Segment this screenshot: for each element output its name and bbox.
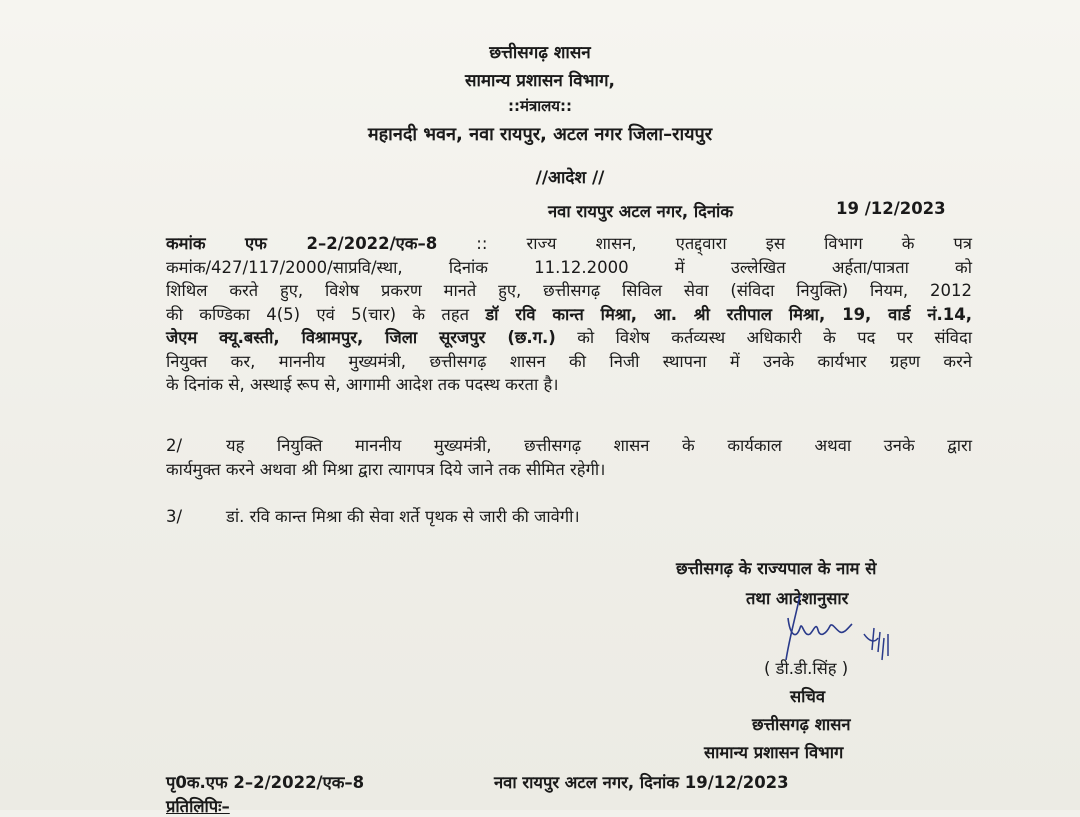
para2-line1: यह नियुक्ति माननीय मुख्यमंत्री, छत्तीसगढ़ शासन के कार्यकाल अथवा उनके द्वारा [226,436,972,455]
para1-line1: :: राज्य शासन, एतद्द्वारा इस विभाग के पत्र [476,234,972,253]
para3-number: 3/ [166,507,183,526]
order-place: नवा रायपुर अटल नगर, दिनांक [548,202,734,221]
paragraph-1 [166,232,972,397]
para1-line6: नियुक्त कर, माननीय मुख्यमंत्री, छत्तीसगढ़ शासन की निजी स्थापना में उनके कार्यभार ग्रहण करने [166,351,972,371]
paragraph-3 [166,505,972,529]
para2-number: 2/ [166,436,183,455]
footer-place-date: नवा रायपुर अटल नगर, दिनांक 19/12/2023 [494,773,789,792]
signoff-line2: तथा आदेशानुसार [746,589,849,608]
footer-copy-label: प्रतिलिपिः– [166,797,230,816]
para1-line2: कमांक/427/117/2000/साप्रवि/स्था, दिनांक 11.12.2000 में उल्लेखित अर्हता/पात्रता को [166,257,972,277]
para1-line4-start: की कण्डिका 4(5) एवं 5(चार) के तहत [166,304,469,324]
para2-line2: कार्यमुक्त करने अथवा श्री मिश्रा द्वारा त्यागपत्र दिये जाने तक सीमित रहेगी। [166,459,606,479]
signoff-org2: सामान्य प्रशासन विभाग [704,743,844,762]
para1-line3: शिथिल करते हुए, विशेष प्रकरण मानते हुए, छत्तीसगढ़ सिविल सेवा (संविदा नियुक्ति) नियम, 2012 [166,281,972,300]
paragraph-2 [166,434,972,481]
header-address: महानदी भवन, नवा रायपुर, अटल नगर जिला–रायपुर [367,124,713,145]
para1-line7: के दिनांक से, अस्थाई रूप से, आगामी आदेश तक पदस्थ करता है। [166,375,559,394]
header-government: छत्तीसगढ़ शासन [489,43,591,63]
header-ministry: ::मंत्रालय:: [508,97,572,115]
header-department: सामान्य प्रशासन विभाग, [465,71,615,91]
footer-reference: पृ0क.एफ 2–2/2022/एक–8 [166,773,365,792]
signoff-org1: छत्तीसगढ़ शासन [752,715,851,734]
signoff-line1: छत्तीसगढ़ के राज्यपाल के नाम से [676,559,877,578]
appointee-name: डॉ रवि कान्त मिश्रा, आ. श्री रतीपाल मिश्रा, 19, वार्ड नं.14, [485,304,972,324]
appointee-address: जेएम क्यू.बस्ती, विश्रामपुर, जिला सूरजपुर (छ.ग.) [166,328,556,347]
order-date: 19 /12/2023 [836,199,946,218]
signatory-name: ( डी.डी.सिंह ) [764,659,849,678]
order-reference-number: कमांक एफ 2–2/2022/एक–8 [166,234,438,253]
para3-text: डां. रवि कान्त मिश्रा की सेवा शर्ते पृथक से जारी की जावेगी। [226,507,580,526]
para1-line5-end: को विशेष कर्तव्यस्थ अधिकारी के पद पर संविदा [577,328,972,347]
order-title: //आदेश // [535,168,605,188]
signatory-designation: सचिव [790,687,826,706]
